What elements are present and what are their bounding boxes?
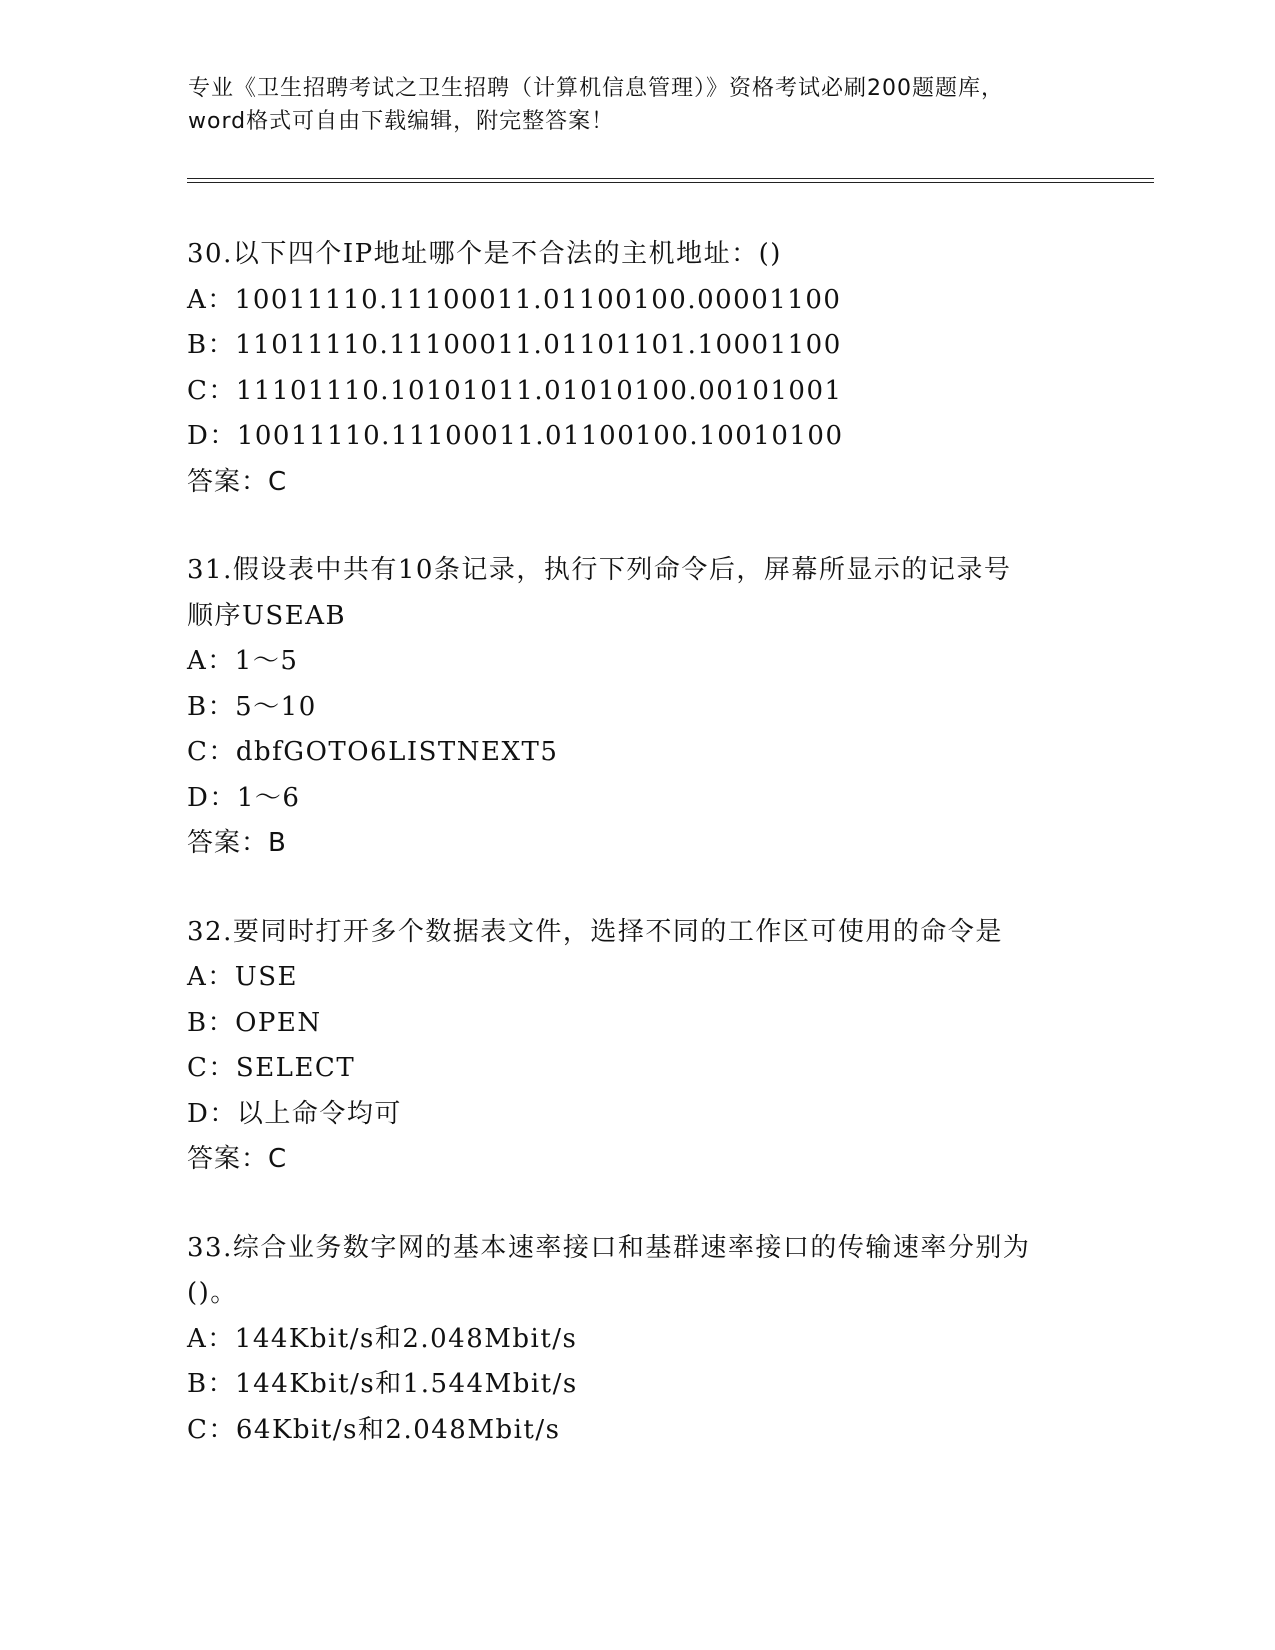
question-30 [187, 232, 1087, 505]
option-c: C：64Kbit/s和2.048Mbit/s [187, 1414, 561, 1445]
header-line-1: 专业《卫生招聘考试之卫生招聘（计算机信息管理）》资格考试必刷200题题库， [188, 76, 1004, 101]
answer-label: 答案：C [187, 1144, 288, 1174]
option-a: A：144Kbit/s和2.048Mbit/s [187, 1323, 578, 1354]
option-c: C：11101110.10101011.01010100.00101001 [187, 375, 843, 406]
question-33 [187, 1226, 1087, 1454]
option-c: C：SELECT [187, 1053, 356, 1083]
option-a: A：10011110.11100011.01100100.00001100 [187, 284, 842, 315]
option-a: A：USE [187, 962, 298, 992]
answer-label: 答案：C [187, 466, 288, 497]
option-b: B：11011110.11100011.01101101.10001100 [187, 330, 842, 360]
option-d: D：1～6 [187, 782, 301, 813]
answer-label: 答案：B [187, 828, 287, 858]
question-stem: 30.以下四个IP地址哪个是不合法的主机地址：() [187, 239, 782, 269]
question-stem-continued: ()。 [187, 1278, 238, 1308]
option-a: A：1～5 [187, 646, 299, 676]
option-d: D：以上命令均可 [187, 1098, 402, 1129]
header-line-2: word格式可自由下载编辑，附完整答案！ [188, 109, 615, 134]
question-stem: 31.假设表中共有10条记录，执行下列命令后，屏幕所显示的记录号 [187, 555, 1012, 585]
option-b: B：OPEN [187, 1007, 322, 1038]
option-c: C：dbfGOTO6LISTNEXT5 [187, 737, 559, 767]
header-double-rule [187, 178, 1154, 183]
question-stem: 33.综合业务数字网的基本速率接口和基群速率接口的传输速率分别为 [187, 1232, 1031, 1263]
question-stem: 32.要同时打开多个数据表文件，选择不同的工作区可使用的命令是 [187, 916, 1003, 947]
option-b: B：144Kbit/s和1.544Mbit/s [187, 1369, 578, 1399]
document-header [188, 72, 1088, 138]
question-list [187, 232, 1087, 1496]
option-b: B：5～10 [187, 691, 317, 722]
question-31 [187, 548, 1087, 867]
question-32 [187, 910, 1087, 1183]
question-stem-continued: 顺序USEAB [187, 600, 347, 631]
option-d: D：10011110.11100011.01100100.10010100 [187, 421, 844, 451]
